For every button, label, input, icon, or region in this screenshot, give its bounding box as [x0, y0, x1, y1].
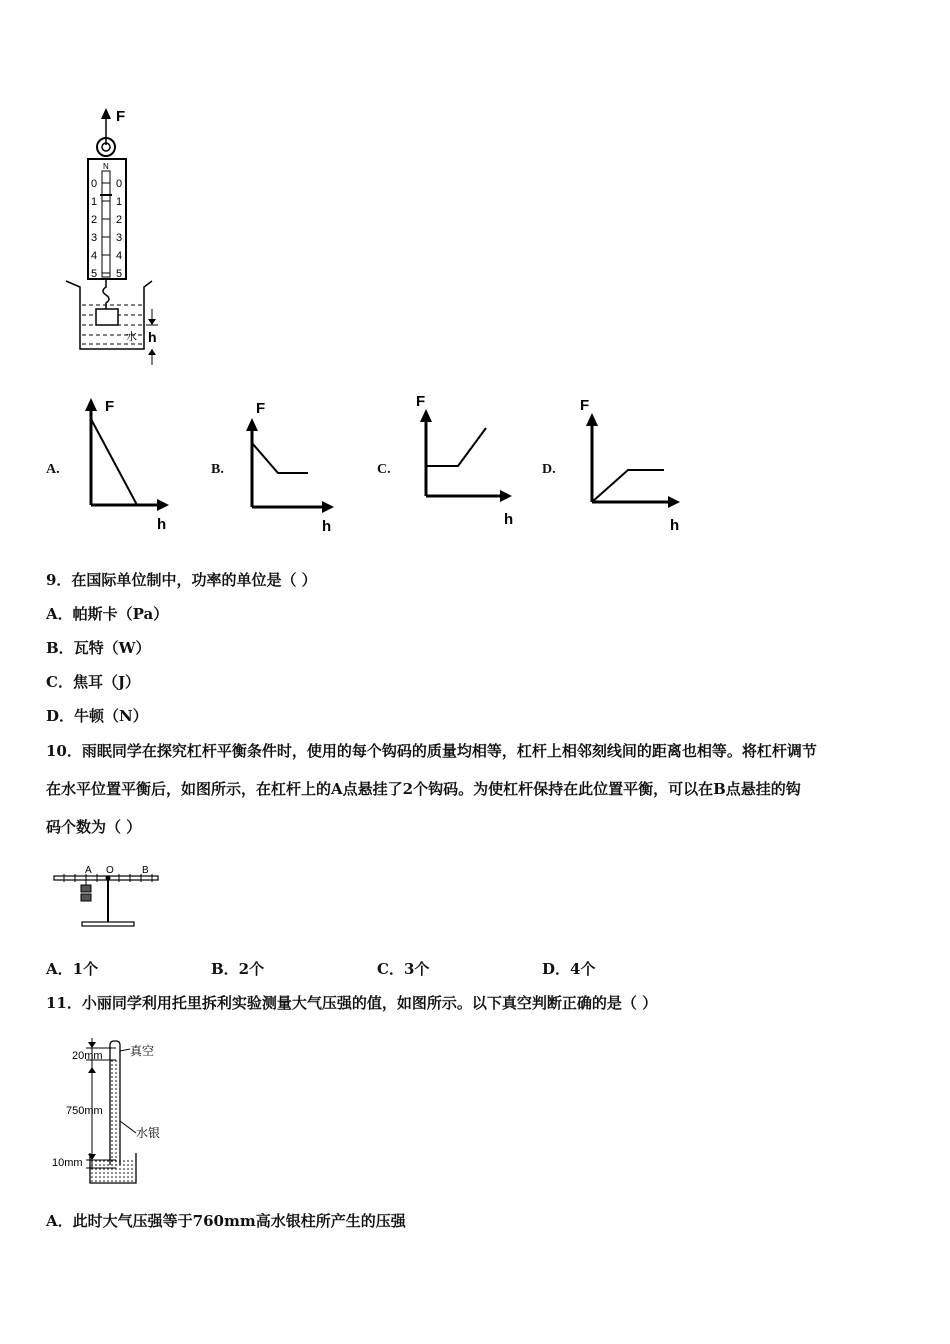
scale-left-1: 1: [91, 196, 98, 208]
graph-option-b: [242, 397, 342, 537]
graph-option-d: [580, 394, 690, 534]
torricelli-figure: [50, 1035, 180, 1190]
lever-figure: [48, 860, 168, 935]
scale-left-4: 4: [91, 250, 98, 262]
torricelli-mid-label: 750mm: [66, 1105, 103, 1117]
q9-stem: 9．在国际单位制中，功率的单位是（ ）: [46, 571, 317, 589]
graph-c-ylabel: F: [416, 393, 426, 410]
scale-right-4: 4: [116, 250, 123, 262]
q9-option-a[interactable]: A．帕斯卡（Pa）: [46, 605, 169, 623]
q10-stem-line3: 码个数为（ ）: [46, 818, 142, 836]
depth-label: h: [148, 329, 157, 345]
scale-left-5: 5: [91, 268, 98, 280]
q11-stem: 11．小丽同学利用托里拆利实验测量大气压强的值，如图所示。以下真空判断正确的是（ ）: [46, 994, 658, 1012]
lever-label-a: A: [85, 865, 92, 876]
scale-left-3: 3: [91, 232, 98, 244]
torricelli-bottom-label: 10mm: [52, 1157, 83, 1169]
q9-option-d[interactable]: D．牛顿（N）: [46, 707, 148, 725]
q10-option-a[interactable]: A．1个: [46, 960, 99, 978]
q11-option-a[interactable]: A．此时大气压强等于760mm高水银柱所产生的压强: [46, 1212, 406, 1230]
graph-a-ylabel: F: [105, 398, 115, 415]
scale-left-2: 2: [91, 214, 98, 226]
q10-option-c[interactable]: C．3个: [377, 960, 430, 978]
scale-right-5: 5: [116, 268, 123, 280]
water-label: 水: [126, 331, 137, 343]
force-label: F: [116, 108, 126, 125]
scale-left-0: 0: [91, 178, 98, 190]
option-d-label[interactable]: D.: [542, 462, 556, 477]
graph-option-a: [75, 395, 175, 535]
spring-scale-figure: [60, 105, 180, 370]
q10-option-d[interactable]: D．4个: [542, 960, 596, 978]
option-a-label[interactable]: A.: [46, 462, 60, 477]
graph-b-xlabel: h: [322, 518, 332, 535]
option-b-label[interactable]: B.: [211, 462, 224, 477]
vacuum-label: 真空: [130, 1044, 155, 1058]
scale-right-3: 3: [116, 232, 123, 244]
option-c-label[interactable]: C.: [377, 462, 391, 477]
graph-option-c: [414, 390, 524, 530]
scale-right-1: 1: [116, 196, 123, 208]
lever-label-o: O: [106, 865, 114, 876]
lever-label-b: B: [142, 865, 149, 876]
q9-option-b[interactable]: B．瓦特（W）: [46, 639, 151, 657]
mercury-label: 水银: [136, 1126, 161, 1140]
q10-stem-line2: 在水平位置平衡后，如图所示，在杠杆上的A点悬挂了2个钩码。为使杠杆保持在此位置平衡，可以在B点悬挂的钩: [46, 780, 801, 798]
graph-d-ylabel: F: [580, 397, 590, 414]
scale-right-0: 0: [116, 178, 123, 190]
scale-right-2: 2: [116, 214, 123, 226]
graph-b-ylabel: F: [256, 400, 266, 417]
q10-option-b[interactable]: B．2个: [211, 960, 265, 978]
graph-a-xlabel: h: [157, 516, 167, 533]
torricelli-top-label: 20mm: [72, 1050, 103, 1062]
q9-option-c[interactable]: C．焦耳（J）: [46, 673, 141, 691]
unit-label: N: [103, 162, 109, 171]
graph-d-xlabel: h: [670, 517, 680, 534]
graph-c-xlabel: h: [504, 511, 514, 528]
q10-stem-line1: 10．雨眠同学在探究杠杆平衡条件时，使用的每个钩码的质量均相等，杠杆上相邻刻线间的距离也相等。将杠杆调节: [46, 742, 817, 760]
